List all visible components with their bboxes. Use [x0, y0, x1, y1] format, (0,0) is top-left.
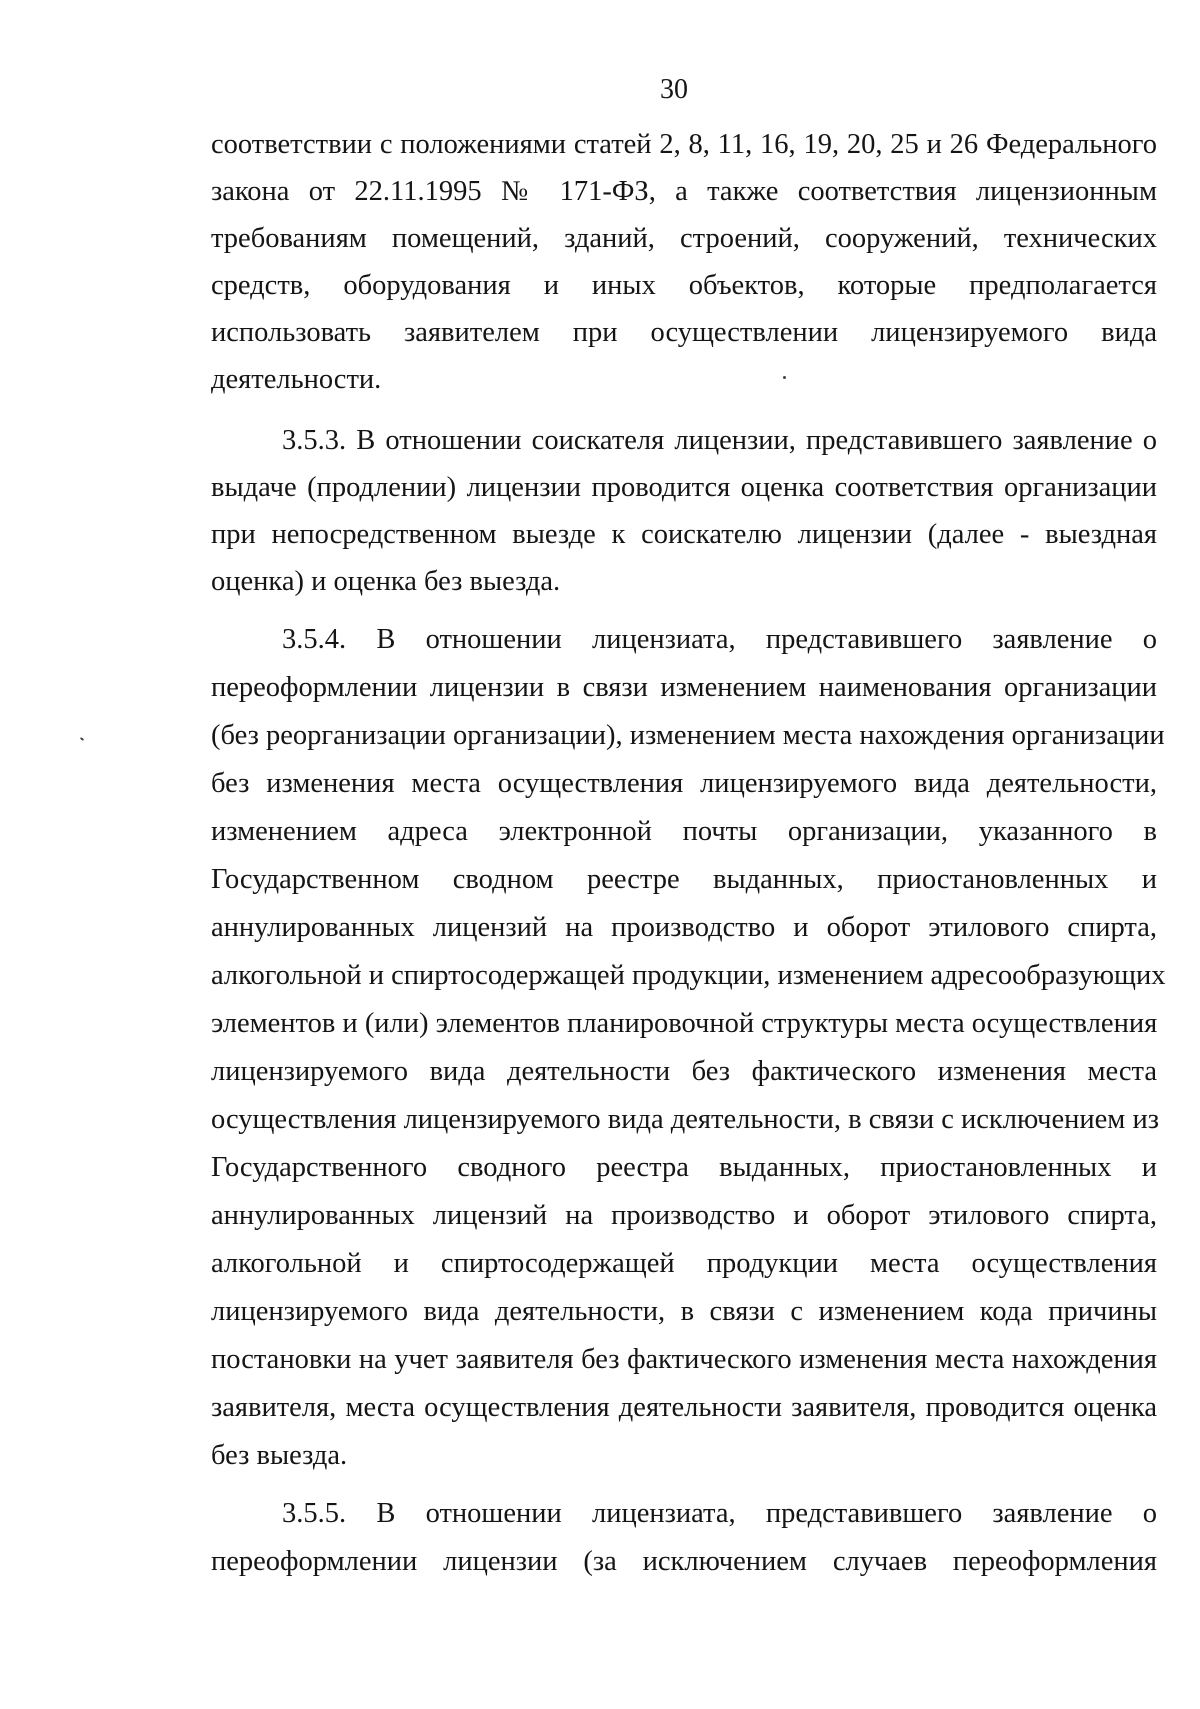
- text-line: выдаче (продлении) лицензии проводится оценка соответствия организации: [211, 472, 1157, 503]
- page-number: 30: [660, 74, 688, 105]
- text-line: соответствии с положениями статей 2, 8, 11, 16, 19, 20, 25 и 26 Федерального: [211, 129, 1157, 160]
- text-line: Государственном сводном реестре выданных, приостановленных и: [211, 864, 1157, 895]
- text-line: оценка) и оценка без выезда.: [211, 566, 561, 597]
- text-line: элементов и (или) элементов планировочной структуры места осуществления: [211, 1008, 1158, 1039]
- text-line: лицензируемого вида деятельности без фактического изменения места: [211, 1056, 1157, 1087]
- text-line: изменением адреса электронной почты организации, указанного в: [211, 816, 1157, 847]
- text-line: Государственного сводного реестра выданных, приостановленных и: [211, 1152, 1157, 1183]
- text-line: осуществления лицензируемого вида деятельности, в связи с исключением из: [211, 1104, 1159, 1135]
- text-line: переоформлении лицензии в связи изменением наименования организации: [211, 672, 1157, 703]
- paragraph-start-3-5-5: 3.5.5. В отношении лицензиата, представившего заявление о: [282, 1498, 1157, 1529]
- text-line: без выезда.: [211, 1440, 348, 1471]
- text-line: алкогольной и спиртосодержащей продукции места осуществления: [211, 1248, 1157, 1279]
- text-line: при непосредственном выезде к соискателю лицензии (далее - выездная: [211, 519, 1157, 550]
- text-line: средств, оборудования и иных объектов, которые предполагается: [211, 270, 1157, 301]
- scan-speck: [783, 376, 786, 379]
- text-line: деятельности.: [211, 364, 382, 395]
- text-line: аннулированных лицензий на производство и оборот этилового спирта,: [211, 1200, 1157, 1231]
- text-line: требованиям помещений, зданий, строений, сооружений, технических: [211, 223, 1157, 254]
- text-line: закона от 22.11.1995 № 171-ФЗ, а также соответствия лицензионным: [211, 176, 1157, 207]
- text-line: лицензируемого вида деятельности, в связи с изменением кода причины: [211, 1296, 1157, 1327]
- text-line: аннулированных лицензий на производство и оборот этилового спирта,: [211, 912, 1157, 943]
- paragraph-start-3-5-4: 3.5.4. В отношении лицензиата, представившего заявление о: [282, 624, 1157, 655]
- text-line: без изменения места осуществления лицензируемого вида деятельности,: [211, 768, 1157, 799]
- text-line: (без реорганизации организации), изменением места нахождения организации: [211, 720, 1165, 751]
- text-line: алкогольной и спиртосодержащей продукции, изменением адресообразующих: [211, 960, 1166, 991]
- text-line: переоформлении лицензии (за исключением случаев переоформления: [211, 1546, 1157, 1577]
- scan-speck: [80, 737, 84, 741]
- text-line: использовать заявителем при осуществлении лицензируемого вида: [211, 317, 1157, 348]
- text-line: заявителя, места осуществления деятельности заявителя, проводится оценка: [211, 1392, 1157, 1423]
- paragraph-start-3-5-3: 3.5.3. В отношении соискателя лицензии, представившего заявление о: [282, 425, 1157, 456]
- text-line: постановки на учет заявителя без фактического изменения места нахождения: [211, 1344, 1157, 1375]
